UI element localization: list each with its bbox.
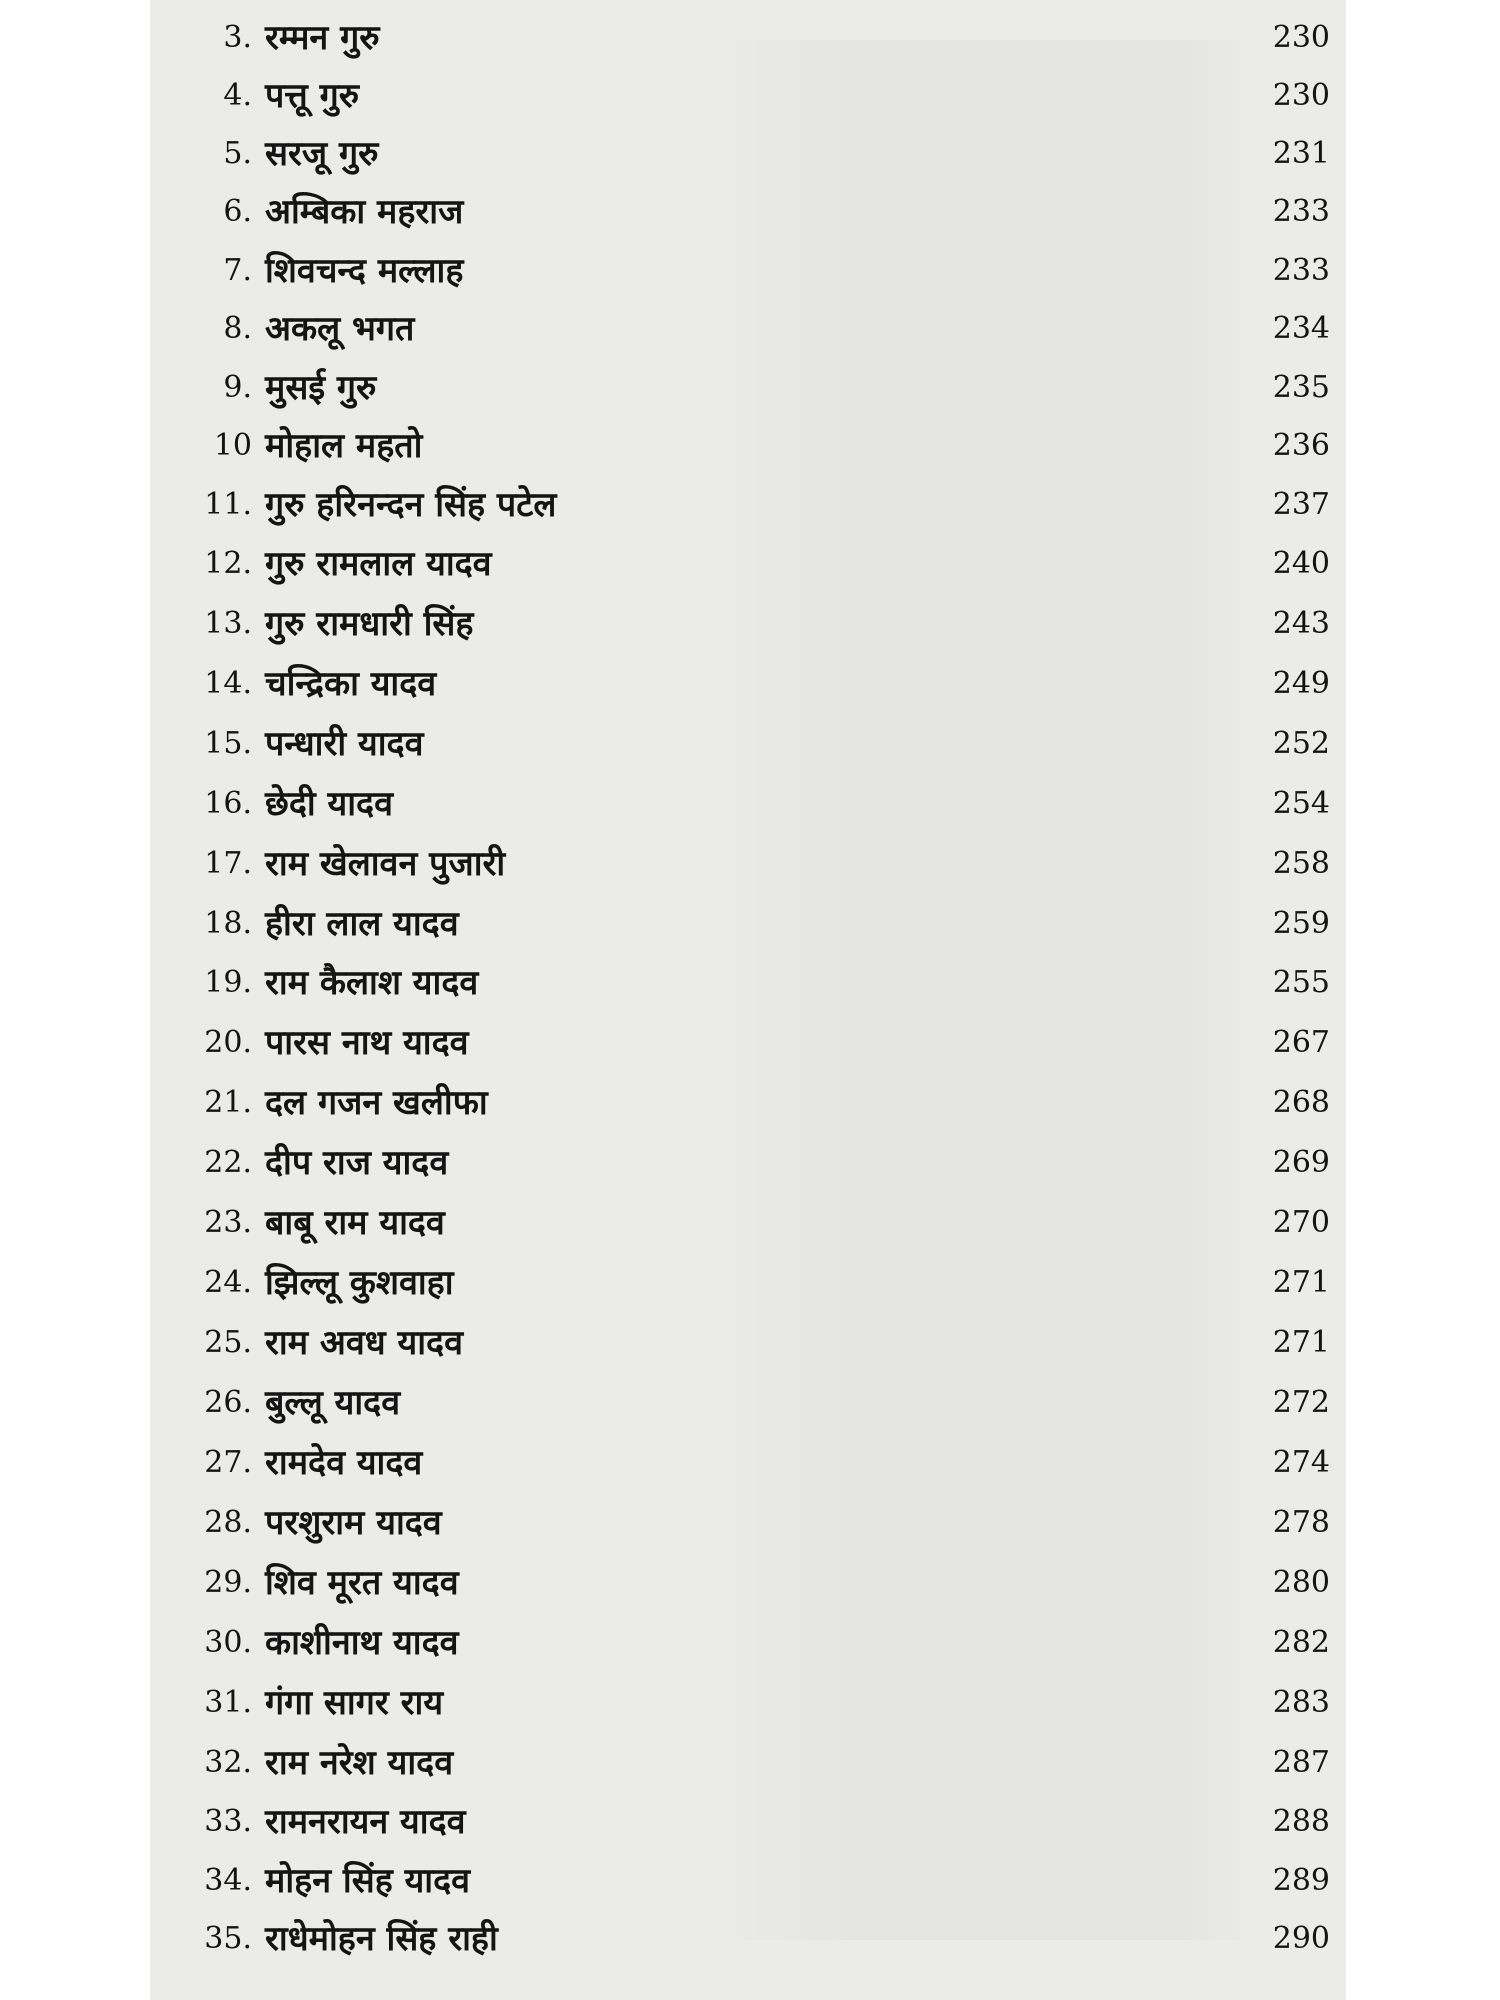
entry-page-number: 270 bbox=[1272, 1205, 1330, 1240]
entry-page-number: 237 bbox=[1272, 487, 1330, 522]
entry-number: 8. bbox=[223, 311, 252, 346]
entry-page-number: 230 bbox=[1272, 20, 1330, 55]
entry-number: 21. bbox=[204, 1085, 252, 1120]
contents-entry bbox=[170, 360, 1330, 416]
entry-number: 9. bbox=[223, 370, 252, 405]
contents-entry bbox=[170, 1195, 1330, 1251]
entry-number: 26. bbox=[204, 1385, 252, 1420]
contents-entry bbox=[170, 1675, 1330, 1731]
entry-title: रम्मन गुरु bbox=[265, 18, 380, 58]
entry-page-number: 271 bbox=[1272, 1265, 1330, 1300]
contents-entry bbox=[170, 1255, 1330, 1311]
entry-number: 32. bbox=[204, 1745, 252, 1780]
entry-title: झिल्लू कुशवाहा bbox=[265, 1263, 454, 1303]
entry-number: 20. bbox=[204, 1025, 252, 1060]
contents-entry bbox=[170, 716, 1330, 772]
contents-entry bbox=[170, 836, 1330, 892]
entry-title: पारस नाथ यादव bbox=[265, 1023, 469, 1063]
entry-title: हीरा लाल यादव bbox=[265, 904, 459, 944]
entry-number: 4. bbox=[223, 78, 252, 113]
contents-entry bbox=[170, 1495, 1330, 1551]
entry-page-number: 240 bbox=[1272, 546, 1330, 581]
entry-number: 16. bbox=[204, 786, 252, 821]
entry-page-number: 255 bbox=[1272, 965, 1330, 1000]
entry-title: परशुराम यादव bbox=[265, 1503, 442, 1543]
entry-number: 27. bbox=[204, 1445, 252, 1480]
contents-entry bbox=[170, 1015, 1330, 1071]
contents-entry bbox=[170, 1555, 1330, 1611]
entry-title: मोहन सिंह यादव bbox=[265, 1861, 471, 1901]
entry-title: गुरु हरिनन्दन सिंह पटेल bbox=[265, 485, 557, 525]
entry-page-number: 271 bbox=[1272, 1325, 1330, 1360]
entry-page-number: 282 bbox=[1272, 1625, 1330, 1660]
entry-page-number: 233 bbox=[1272, 194, 1330, 229]
entry-number: 24. bbox=[204, 1265, 252, 1300]
entry-title: गंगा सागर राय bbox=[265, 1683, 444, 1723]
entry-title: दीप राज यादव bbox=[265, 1143, 449, 1183]
entry-number: 3. bbox=[223, 20, 252, 55]
entry-page-number: 236 bbox=[1272, 428, 1330, 463]
entry-number: 35. bbox=[204, 1921, 252, 1956]
entry-title: राम नरेश यादव bbox=[265, 1743, 454, 1783]
entry-number: 30. bbox=[204, 1625, 252, 1660]
contents-entry bbox=[170, 1853, 1330, 1909]
entry-page-number: 254 bbox=[1272, 786, 1330, 821]
entry-page-number: 289 bbox=[1272, 1863, 1330, 1898]
entry-page-number: 234 bbox=[1272, 311, 1330, 346]
entry-number: 33. bbox=[204, 1804, 252, 1839]
contents-entry bbox=[170, 301, 1330, 357]
contents-entry bbox=[170, 1135, 1330, 1191]
entry-title: राम अवध यादव bbox=[265, 1323, 463, 1363]
entry-title: अम्बिका महराज bbox=[265, 192, 464, 232]
entry-number: 29. bbox=[204, 1565, 252, 1600]
entry-number: 7. bbox=[223, 253, 252, 288]
entry-page-number: 287 bbox=[1272, 1745, 1330, 1780]
entry-title: राधेमोहन सिंह राही bbox=[265, 1919, 498, 1959]
entry-number: 31. bbox=[204, 1685, 252, 1720]
entry-page-number: 235 bbox=[1272, 370, 1330, 405]
contents-entry bbox=[170, 184, 1330, 240]
entry-title: पन्धारी यादव bbox=[265, 724, 424, 764]
entry-number: 18. bbox=[204, 906, 252, 941]
entry-title: बुल्लू यादव bbox=[265, 1383, 401, 1423]
entry-page-number: 268 bbox=[1272, 1085, 1330, 1120]
entry-number: 14. bbox=[204, 666, 252, 701]
contents-entry bbox=[170, 243, 1330, 299]
entry-number: 10 bbox=[213, 428, 252, 463]
contents-entry bbox=[170, 1315, 1330, 1371]
entry-title: पत्तू गुरु bbox=[265, 76, 360, 116]
contents-entry bbox=[170, 1075, 1330, 1131]
entry-title: गुरु रामधारी सिंह bbox=[265, 604, 474, 644]
entry-page-number: 274 bbox=[1272, 1445, 1330, 1480]
entry-number: 15. bbox=[204, 726, 252, 761]
entry-number: 11. bbox=[204, 487, 252, 522]
entry-title: चन्द्रिका यादव bbox=[265, 664, 437, 704]
entry-page-number: 252 bbox=[1272, 726, 1330, 761]
entry-title: राम कैलाश यादव bbox=[265, 963, 479, 1003]
contents-entry bbox=[170, 776, 1330, 832]
entry-page-number: 233 bbox=[1272, 253, 1330, 288]
entry-page-number: 269 bbox=[1272, 1145, 1330, 1180]
entry-title: रामनरायन यादव bbox=[265, 1802, 466, 1842]
entry-page-number: 283 bbox=[1272, 1685, 1330, 1720]
entry-title: काशीनाथ यादव bbox=[265, 1623, 459, 1663]
contents-entry bbox=[170, 1911, 1330, 1967]
contents-entry bbox=[170, 10, 1330, 66]
contents-entry bbox=[170, 1375, 1330, 1431]
contents-entry bbox=[170, 1615, 1330, 1671]
entry-title: राम खेलावन पुजारी bbox=[265, 844, 506, 884]
entry-title: अकलू भगत bbox=[265, 309, 415, 349]
entry-page-number: 258 bbox=[1272, 846, 1330, 881]
entry-page-number: 288 bbox=[1272, 1804, 1330, 1839]
entry-page-number: 278 bbox=[1272, 1505, 1330, 1540]
entry-title: मुसई गुरु bbox=[265, 368, 377, 408]
entry-page-number: 249 bbox=[1272, 666, 1330, 701]
entry-page-number: 230 bbox=[1272, 78, 1330, 113]
entry-title: दल गजन खलीफा bbox=[265, 1083, 488, 1123]
contents-entry bbox=[170, 68, 1330, 124]
entry-page-number: 280 bbox=[1272, 1565, 1330, 1600]
entry-title: शिवचन्द मल्लाह bbox=[265, 251, 464, 291]
contents-entry bbox=[170, 126, 1330, 182]
entry-page-number: 290 bbox=[1272, 1921, 1330, 1956]
entry-page-number: 231 bbox=[1272, 136, 1330, 171]
entry-number: 25. bbox=[204, 1325, 252, 1360]
contents-entry bbox=[170, 1735, 1330, 1791]
entry-number: 22. bbox=[204, 1145, 252, 1180]
contents-entry bbox=[170, 418, 1330, 474]
entry-number: 13. bbox=[204, 606, 252, 641]
entry-title: बाबू राम यादव bbox=[265, 1203, 445, 1243]
entry-number: 5. bbox=[223, 136, 252, 171]
contents-entry bbox=[170, 656, 1330, 712]
entry-number: 28. bbox=[204, 1505, 252, 1540]
entry-page-number: 243 bbox=[1272, 606, 1330, 641]
contents-entry bbox=[170, 896, 1330, 952]
entry-page-number: 259 bbox=[1272, 906, 1330, 941]
entry-number: 6. bbox=[223, 194, 252, 229]
entry-title: सरजू गुरु bbox=[265, 134, 379, 174]
contents-entry bbox=[170, 536, 1330, 592]
entry-title: गुरु रामलाल यादव bbox=[265, 544, 492, 584]
entry-number: 34. bbox=[204, 1863, 252, 1898]
contents-entry bbox=[170, 477, 1330, 533]
contents-entry bbox=[170, 1435, 1330, 1491]
entry-page-number: 267 bbox=[1272, 1025, 1330, 1060]
entry-number: 19. bbox=[204, 965, 252, 1000]
entry-page-number: 272 bbox=[1272, 1385, 1330, 1420]
contents-entry bbox=[170, 596, 1330, 652]
entry-number: 23. bbox=[204, 1205, 252, 1240]
entry-number: 17. bbox=[204, 846, 252, 881]
contents-entry bbox=[170, 955, 1330, 1011]
entry-title: मोहाल महतो bbox=[265, 426, 423, 466]
entry-number: 12. bbox=[204, 546, 252, 581]
entry-title: रामदेव यादव bbox=[265, 1443, 423, 1483]
entry-title: छेदी यादव bbox=[265, 784, 394, 824]
entry-title: शिव मूरत यादव bbox=[265, 1563, 459, 1603]
contents-entry bbox=[170, 1794, 1330, 1850]
